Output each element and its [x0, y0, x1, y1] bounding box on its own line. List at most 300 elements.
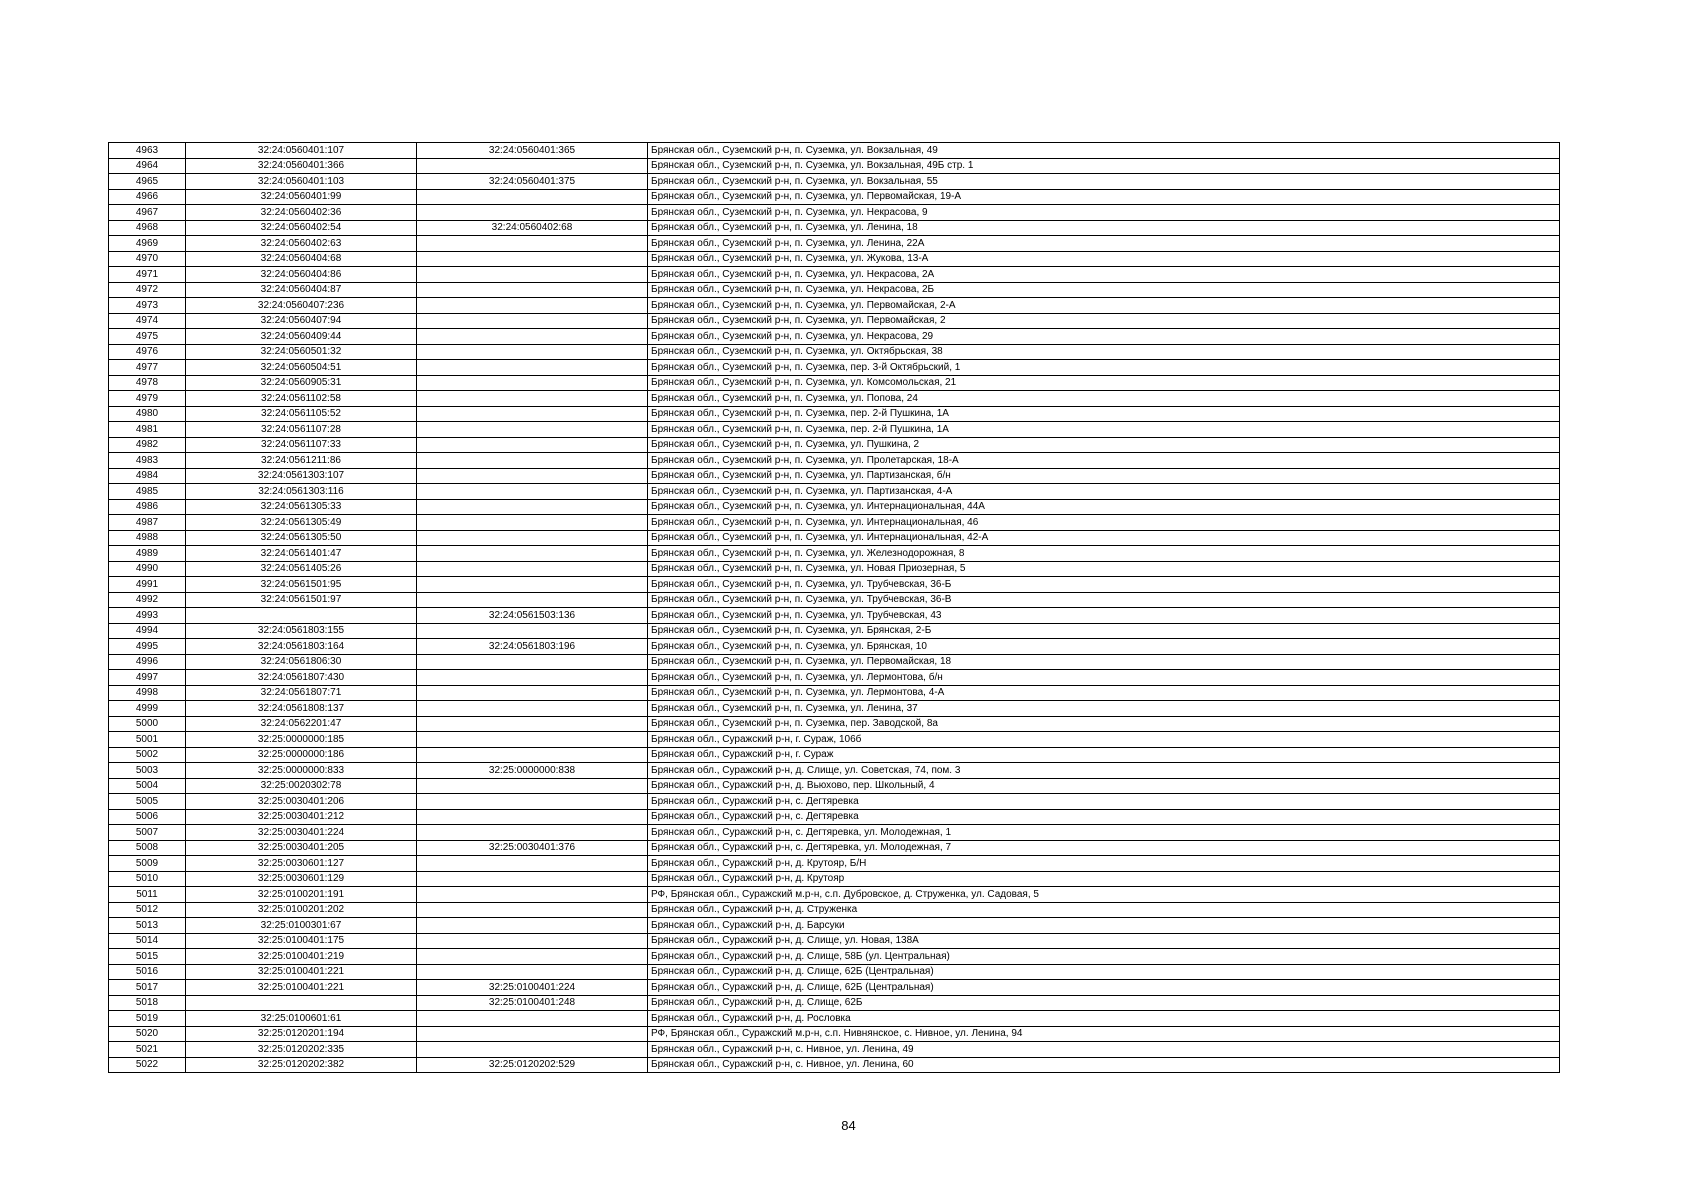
- related-cadastral-number-cell: 32:25:0000000:838: [417, 763, 648, 779]
- table-row: [109, 716, 1560, 732]
- table-row: [109, 453, 1560, 469]
- cadastral-number-cell: 32:24:0561102:58: [186, 391, 417, 407]
- row-number-cell: 5011: [109, 887, 186, 903]
- cadastral-number-cell: 32:25:0100401:175: [186, 933, 417, 949]
- related-cadastral-number-cell: 32:25:0030401:376: [417, 840, 648, 856]
- address-cell: Брянская обл., Суражский р-н, г. Сураж, 106б: [648, 732, 1560, 748]
- address-cell: Брянская обл., Суражский р-н, д. Слище, ул. Новая, 138А: [648, 933, 1560, 949]
- related-cadastral-number-cell: [417, 577, 648, 593]
- table-row: [109, 1026, 1560, 1042]
- address-cell: Брянская обл., Суражский р-н, д. Слище, 62Б (Центральная): [648, 980, 1560, 996]
- row-number-cell: 4991: [109, 577, 186, 593]
- address-cell: Брянская обл., Суземский р-н, п. Суземка, ул. Некрасова, 9: [648, 205, 1560, 221]
- cadastral-number-cell: 32:24:0561107:28: [186, 422, 417, 438]
- table-body: [109, 143, 1560, 1073]
- cadastral-number-cell: 32:24:0561305:33: [186, 499, 417, 515]
- address-cell: Брянская обл., Суземский р-н, п. Суземка, ул. Железнодорожная, 8: [648, 546, 1560, 562]
- address-cell: Брянская обл., Суражский р-н, г. Сураж: [648, 747, 1560, 763]
- row-number-cell: 5012: [109, 902, 186, 918]
- address-cell: Брянская обл., Суземский р-н, п. Суземка, ул. Партизанская, 4-А: [648, 484, 1560, 500]
- address-cell: Брянская обл., Суземский р-н, п. Суземка, ул. Октябрьская, 38: [648, 344, 1560, 360]
- address-cell: РФ, Брянская обл., Суражский м.р-н, с.п. Нивнянское, с. Нивное, ул. Ленина, 94: [648, 1026, 1560, 1042]
- table-row: [109, 887, 1560, 903]
- related-cadastral-number-cell: [417, 747, 648, 763]
- related-cadastral-number-cell: [417, 1011, 648, 1027]
- address-cell: Брянская обл., Суземский р-н, п. Суземка, ул. Первомайская, 18: [648, 654, 1560, 670]
- address-cell: Брянская обл., Суземский р-н, п. Суземка, пер. 2-й Пушкина, 1А: [648, 406, 1560, 422]
- table-row: [109, 623, 1560, 639]
- table-row: [109, 530, 1560, 546]
- row-number-cell: 5010: [109, 871, 186, 887]
- address-cell: Брянская обл., Суземский р-н, п. Суземка, пер. Заводской, 8а: [648, 716, 1560, 732]
- cadastral-number-cell: 32:24:0560409:44: [186, 329, 417, 345]
- related-cadastral-number-cell: [417, 298, 648, 314]
- row-number-cell: 4974: [109, 313, 186, 329]
- address-cell: Брянская обл., Суземский р-н, п. Суземка, ул. Некрасова, 2А: [648, 267, 1560, 283]
- table-row: [109, 468, 1560, 484]
- table-row: [109, 251, 1560, 267]
- cadastral-number-cell: 32:24:0561808:137: [186, 701, 417, 717]
- row-number-cell: 4999: [109, 701, 186, 717]
- cadastral-number-cell: 32:25:0030401:224: [186, 825, 417, 841]
- table-row: [109, 546, 1560, 562]
- row-number-cell: 4977: [109, 360, 186, 376]
- table-row: [109, 282, 1560, 298]
- table-row: [109, 732, 1560, 748]
- row-number-cell: 4998: [109, 685, 186, 701]
- address-cell: Брянская обл., Суражский р-н, д. Рословка: [648, 1011, 1560, 1027]
- related-cadastral-number-cell: [417, 794, 648, 810]
- table-row: [109, 391, 1560, 407]
- related-cadastral-number-cell: [417, 360, 648, 376]
- row-number-cell: 4988: [109, 530, 186, 546]
- row-number-cell: 5022: [109, 1057, 186, 1073]
- address-cell: Брянская обл., Суземский р-н, п. Суземка, ул. Некрасова, 2Б: [648, 282, 1560, 298]
- cadastral-number-cell: 32:25:0120202:382: [186, 1057, 417, 1073]
- address-cell: Брянская обл., Суражский р-н, д. Слище, 62Б: [648, 995, 1560, 1011]
- related-cadastral-number-cell: [417, 670, 648, 686]
- cadastral-number-cell: 32:25:0030401:206: [186, 794, 417, 810]
- row-number-cell: 5021: [109, 1042, 186, 1058]
- related-cadastral-number-cell: [417, 809, 648, 825]
- related-cadastral-number-cell: [417, 329, 648, 345]
- address-cell: Брянская обл., Суражский р-н, с. Нивное, ул. Ленина, 49: [648, 1042, 1560, 1058]
- cadastral-number-cell: 32:24:0560407:236: [186, 298, 417, 314]
- address-cell: Брянская обл., Суземский р-н, п. Суземка, ул. Новая Приозерная, 5: [648, 561, 1560, 577]
- row-number-cell: 4983: [109, 453, 186, 469]
- row-number-cell: 4972: [109, 282, 186, 298]
- related-cadastral-number-cell: [417, 189, 648, 205]
- related-cadastral-number-cell: [417, 437, 648, 453]
- row-number-cell: 5016: [109, 964, 186, 980]
- related-cadastral-number-cell: [417, 344, 648, 360]
- cadastral-number-cell: 32:24:0561105:52: [186, 406, 417, 422]
- address-cell: Брянская обл., Суземский р-н, п. Суземка, ул. Лермонтова, б/н: [648, 670, 1560, 686]
- row-number-cell: 4985: [109, 484, 186, 500]
- related-cadastral-number-cell: [417, 1026, 648, 1042]
- row-number-cell: 4978: [109, 375, 186, 391]
- related-cadastral-number-cell: 32:25:0100401:248: [417, 995, 648, 1011]
- address-cell: Брянская обл., Суражский р-н, с. Дегтяревка: [648, 809, 1560, 825]
- table-row: [109, 856, 1560, 872]
- cadastral-number-cell: 32:25:0100401:221: [186, 964, 417, 980]
- address-cell: РФ, Брянская обл., Суражский м.р-н, с.п. Дубровское, д. Струженка, ул. Садовая, 5: [648, 887, 1560, 903]
- table-row: [109, 143, 1560, 159]
- address-cell: Брянская обл., Суземский р-н, п. Суземка, ул. Жукова, 13-А: [648, 251, 1560, 267]
- table-row: [109, 980, 1560, 996]
- table-row: [109, 484, 1560, 500]
- table-row: [109, 840, 1560, 856]
- related-cadastral-number-cell: [417, 623, 648, 639]
- row-number-cell: 5004: [109, 778, 186, 794]
- address-cell: Брянская обл., Суражский р-н, д. Слище, ул. Советская, 74, пом. 3: [648, 763, 1560, 779]
- related-cadastral-number-cell: 32:25:0100401:224: [417, 980, 648, 996]
- table-row: [109, 174, 1560, 190]
- related-cadastral-number-cell: [417, 313, 648, 329]
- cadastral-number-cell: 32:24:0561211:86: [186, 453, 417, 469]
- row-number-cell: 4965: [109, 174, 186, 190]
- address-cell: Брянская обл., Суземский р-н, п. Суземка, ул. Некрасова, 29: [648, 329, 1560, 345]
- row-number-cell: 4967: [109, 205, 186, 221]
- related-cadastral-number-cell: [417, 515, 648, 531]
- related-cadastral-number-cell: [417, 468, 648, 484]
- table-row: [109, 701, 1560, 717]
- row-number-cell: 4970: [109, 251, 186, 267]
- table-row: [109, 561, 1560, 577]
- related-cadastral-number-cell: 32:24:0561503:136: [417, 608, 648, 624]
- row-number-cell: 4975: [109, 329, 186, 345]
- address-cell: Брянская обл., Суражский р-н, с. Дегтяревка: [648, 794, 1560, 810]
- table-row: [109, 437, 1560, 453]
- cadastral-number-cell: 32:25:0100301:67: [186, 918, 417, 934]
- related-cadastral-number-cell: [417, 701, 648, 717]
- cadastral-number-cell: 32:25:0100601:61: [186, 1011, 417, 1027]
- address-cell: Брянская обл., Суражский р-н, д. Крутояр: [648, 871, 1560, 887]
- address-cell: Брянская обл., Суземский р-н, п. Суземка, ул. Попова, 24: [648, 391, 1560, 407]
- address-cell: Брянская обл., Суражский р-н, д. Вьюхово, пер. Школьный, 4: [648, 778, 1560, 794]
- related-cadastral-number-cell: [417, 918, 648, 934]
- row-number-cell: 4966: [109, 189, 186, 205]
- table-row: [109, 918, 1560, 934]
- related-cadastral-number-cell: [417, 499, 648, 515]
- table-row: [109, 360, 1560, 376]
- related-cadastral-number-cell: [417, 716, 648, 732]
- cadastral-number-cell: 32:24:0561401:47: [186, 546, 417, 562]
- row-number-cell: 5015: [109, 949, 186, 965]
- address-cell: Брянская обл., Суземский р-н, п. Суземка, ул. Пушкина, 2: [648, 437, 1560, 453]
- related-cadastral-number-cell: [417, 406, 648, 422]
- row-number-cell: 5013: [109, 918, 186, 934]
- cadastral-number-cell: 32:24:0560401:103: [186, 174, 417, 190]
- table-row: [109, 499, 1560, 515]
- row-number-cell: 4989: [109, 546, 186, 562]
- table-row: [109, 406, 1560, 422]
- row-number-cell: 4979: [109, 391, 186, 407]
- table-row: [109, 825, 1560, 841]
- related-cadastral-number-cell: 32:25:0120202:529: [417, 1057, 648, 1073]
- row-number-cell: 4994: [109, 623, 186, 639]
- cadastral-number-cell: 32:24:0560407:94: [186, 313, 417, 329]
- related-cadastral-number-cell: [417, 871, 648, 887]
- table-row: [109, 1042, 1560, 1058]
- table-row: [109, 654, 1560, 670]
- address-cell: Брянская обл., Суземский р-н, п. Суземка, ул. Ленина, 37: [648, 701, 1560, 717]
- related-cadastral-number-cell: [417, 654, 648, 670]
- table-row: [109, 685, 1560, 701]
- row-number-cell: 4976: [109, 344, 186, 360]
- address-cell: Брянская обл., Суземский р-н, п. Суземка, ул. Первомайская, 19-А: [648, 189, 1560, 205]
- table-row: [109, 794, 1560, 810]
- row-number-cell: 4995: [109, 639, 186, 655]
- related-cadastral-number-cell: [417, 902, 648, 918]
- related-cadastral-number-cell: [417, 375, 648, 391]
- related-cadastral-number-cell: [417, 778, 648, 794]
- address-cell: Брянская обл., Суземский р-н, п. Суземка, ул. Вокзальная, 49: [648, 143, 1560, 159]
- row-number-cell: 5003: [109, 763, 186, 779]
- address-cell: Брянская обл., Суземский р-н, п. Суземка, ул. Интернациональная, 42-А: [648, 530, 1560, 546]
- row-number-cell: 4987: [109, 515, 186, 531]
- cadastral-number-cell: 32:25:0120202:335: [186, 1042, 417, 1058]
- cadastral-number-cell: 32:25:0100401:219: [186, 949, 417, 965]
- cadastral-number-cell: 32:24:0561303:116: [186, 484, 417, 500]
- related-cadastral-number-cell: [417, 685, 648, 701]
- cadastral-number-cell: 32:24:0560404:87: [186, 282, 417, 298]
- cadastral-number-cell: [186, 608, 417, 624]
- related-cadastral-number-cell: [417, 267, 648, 283]
- row-number-cell: 4990: [109, 561, 186, 577]
- cadastral-number-cell: 32:24:0561501:95: [186, 577, 417, 593]
- related-cadastral-number-cell: [417, 592, 648, 608]
- cadastral-number-cell: 32:24:0560404:68: [186, 251, 417, 267]
- row-number-cell: 4986: [109, 499, 186, 515]
- address-cell: Брянская обл., Суземский р-н, п. Суземка, ул. Трубчевская, 36-В: [648, 592, 1560, 608]
- table-row: [109, 344, 1560, 360]
- cadastral-number-cell: 32:25:0030401:205: [186, 840, 417, 856]
- row-number-cell: 4963: [109, 143, 186, 159]
- related-cadastral-number-cell: [417, 933, 648, 949]
- row-number-cell: 5005: [109, 794, 186, 810]
- table-row: [109, 158, 1560, 174]
- row-number-cell: 5017: [109, 980, 186, 996]
- related-cadastral-number-cell: [417, 282, 648, 298]
- related-cadastral-number-cell: [417, 158, 648, 174]
- table-row: [109, 608, 1560, 624]
- table-row: [109, 375, 1560, 391]
- cadastral-number-cell: 32:25:0000000:833: [186, 763, 417, 779]
- row-number-cell: 5009: [109, 856, 186, 872]
- row-number-cell: 4992: [109, 592, 186, 608]
- cadastral-number-cell: 32:24:0560402:36: [186, 205, 417, 221]
- table-row: [109, 747, 1560, 763]
- address-cell: Брянская обл., Суземский р-н, п. Суземка, ул. Пролетарская, 18-А: [648, 453, 1560, 469]
- address-cell: Брянская обл., Суражский р-н, с. Дегтяревка, ул. Молодежная, 7: [648, 840, 1560, 856]
- row-number-cell: 5006: [109, 809, 186, 825]
- row-number-cell: 4968: [109, 220, 186, 236]
- address-cell: Брянская обл., Суземский р-н, п. Суземка, ул. Вокзальная, 49Б стр. 1: [648, 158, 1560, 174]
- row-number-cell: 4971: [109, 267, 186, 283]
- table-row: [109, 1011, 1560, 1027]
- table-row: [109, 313, 1560, 329]
- address-cell: Брянская обл., Суземский р-н, п. Суземка, ул. Интернациональная, 46: [648, 515, 1560, 531]
- related-cadastral-number-cell: [417, 732, 648, 748]
- address-cell: Брянская обл., Суземский р-н, п. Суземка, ул. Трубчевская, 43: [648, 608, 1560, 624]
- row-number-cell: 5008: [109, 840, 186, 856]
- cadastral-number-cell: 32:25:0120201:194: [186, 1026, 417, 1042]
- related-cadastral-number-cell: 32:24:0561803:196: [417, 639, 648, 655]
- related-cadastral-number-cell: 32:24:0560401:365: [417, 143, 648, 159]
- table-row: [109, 933, 1560, 949]
- table-row: [109, 778, 1560, 794]
- related-cadastral-number-cell: [417, 546, 648, 562]
- table-row: [109, 592, 1560, 608]
- table-row: [109, 205, 1560, 221]
- row-number-cell: 5000: [109, 716, 186, 732]
- related-cadastral-number-cell: [417, 251, 648, 267]
- cadastral-number-cell: 32:25:0030601:127: [186, 856, 417, 872]
- cadastral-number-cell: 32:24:0560504:51: [186, 360, 417, 376]
- related-cadastral-number-cell: 32:24:0560402:68: [417, 220, 648, 236]
- related-cadastral-number-cell: [417, 530, 648, 546]
- page-number: 84: [841, 1118, 856, 1133]
- address-cell: Брянская обл., Суражский р-н, д. Струженка: [648, 902, 1560, 918]
- related-cadastral-number-cell: [417, 825, 648, 841]
- cadastral-number-cell: 32:25:0030401:212: [186, 809, 417, 825]
- address-cell: Брянская обл., Суземский р-н, п. Суземка, ул. Трубчевская, 36-Б: [648, 577, 1560, 593]
- cadastral-number-cell: 32:24:0560404:86: [186, 267, 417, 283]
- related-cadastral-number-cell: [417, 453, 648, 469]
- cadastral-number-cell: 32:25:0100201:202: [186, 902, 417, 918]
- address-cell: Брянская обл., Суземский р-н, п. Суземка, ул. Брянская, 10: [648, 639, 1560, 655]
- cadastral-number-cell: 32:25:0100401:221: [186, 980, 417, 996]
- cadastral-number-cell: 32:24:0561305:50: [186, 530, 417, 546]
- row-number-cell: 5014: [109, 933, 186, 949]
- related-cadastral-number-cell: [417, 1042, 648, 1058]
- table-row: [109, 902, 1560, 918]
- address-cell: Брянская обл., Суземский р-н, п. Суземка, пер. 3-й Октябрьский, 1: [648, 360, 1560, 376]
- table-row: [109, 515, 1560, 531]
- table-row: [109, 577, 1560, 593]
- address-cell: Брянская обл., Суражский р-н, д. Крутояр, Б/Н: [648, 856, 1560, 872]
- row-number-cell: 5002: [109, 747, 186, 763]
- cadastral-number-cell: 32:25:0020302:78: [186, 778, 417, 794]
- cadastral-number-cell: 32:25:0000000:185: [186, 732, 417, 748]
- table-row: [109, 995, 1560, 1011]
- cadastral-number-cell: 32:25:0100201:191: [186, 887, 417, 903]
- table-row: [109, 964, 1560, 980]
- table-row: [109, 236, 1560, 252]
- cadastral-number-cell: 32:24:0560401:366: [186, 158, 417, 174]
- cadastral-number-cell: 32:24:0561501:97: [186, 592, 417, 608]
- registry-table: [108, 142, 1560, 1073]
- table-row: [109, 639, 1560, 655]
- cadastral-number-cell: 32:24:0561303:107: [186, 468, 417, 484]
- address-cell: Брянская обл., Суражский р-н, д. Слище, 58Б (ул. Центральная): [648, 949, 1560, 965]
- cadastral-number-cell: 32:24:0560401:107: [186, 143, 417, 159]
- table-row: [109, 809, 1560, 825]
- row-number-cell: 5001: [109, 732, 186, 748]
- cadastral-number-cell: 32:25:0030601:129: [186, 871, 417, 887]
- table-row: [109, 267, 1560, 283]
- row-number-cell: 5007: [109, 825, 186, 841]
- row-number-cell: 5020: [109, 1026, 186, 1042]
- cadastral-number-cell: 32:24:0561305:49: [186, 515, 417, 531]
- table-row: [109, 189, 1560, 205]
- related-cadastral-number-cell: [417, 391, 648, 407]
- cadastral-number-cell: 32:24:0561405:26: [186, 561, 417, 577]
- table-row: [109, 220, 1560, 236]
- row-number-cell: 4964: [109, 158, 186, 174]
- cadastral-number-cell: 32:24:0560402:54: [186, 220, 417, 236]
- related-cadastral-number-cell: [417, 949, 648, 965]
- address-cell: Брянская обл., Суземский р-н, п. Суземка, ул. Первомайская, 2-А: [648, 298, 1560, 314]
- row-number-cell: 5019: [109, 1011, 186, 1027]
- address-cell: Брянская обл., Суземский р-н, п. Суземка, ул. Ленина, 18: [648, 220, 1560, 236]
- cadastral-number-cell: 32:24:0560401:99: [186, 189, 417, 205]
- address-cell: Брянская обл., Суземский р-н, п. Суземка, ул. Партизанская, б/н: [648, 468, 1560, 484]
- cadastral-number-cell: 32:24:0561803:155: [186, 623, 417, 639]
- table-row: [109, 670, 1560, 686]
- related-cadastral-number-cell: [417, 422, 648, 438]
- related-cadastral-number-cell: [417, 236, 648, 252]
- related-cadastral-number-cell: [417, 856, 648, 872]
- related-cadastral-number-cell: [417, 964, 648, 980]
- cadastral-number-cell: 32:24:0561806:30: [186, 654, 417, 670]
- cadastral-number-cell: 32:24:0561807:430: [186, 670, 417, 686]
- address-cell: Брянская обл., Суземский р-н, п. Суземка, пер. 2-й Пушкина, 1А: [648, 422, 1560, 438]
- table-row: [109, 422, 1560, 438]
- cadastral-number-cell: 32:25:0000000:186: [186, 747, 417, 763]
- address-cell: Брянская обл., Суземский р-н, п. Суземка, ул. Брянская, 2-Б: [648, 623, 1560, 639]
- row-number-cell: 4980: [109, 406, 186, 422]
- address-cell: Брянская обл., Суземский р-н, п. Суземка, ул. Вокзальная, 55: [648, 174, 1560, 190]
- related-cadastral-number-cell: 32:24:0560401:375: [417, 174, 648, 190]
- address-cell: Брянская обл., Суражский р-н, с. Нивное, ул. Ленина, 60: [648, 1057, 1560, 1073]
- table-row: [109, 298, 1560, 314]
- table-row: [109, 763, 1560, 779]
- table-row: [109, 1057, 1560, 1073]
- table-row: [109, 871, 1560, 887]
- cadastral-number-cell: 32:24:0561807:71: [186, 685, 417, 701]
- row-number-cell: 4993: [109, 608, 186, 624]
- cadastral-number-cell: 32:24:0560905:31: [186, 375, 417, 391]
- table-row: [109, 329, 1560, 345]
- row-number-cell: 4973: [109, 298, 186, 314]
- address-cell: Брянская обл., Суражский р-н, д. Слище, 62Б (Центральная): [648, 964, 1560, 980]
- cadastral-number-cell: 32:24:0562201:47: [186, 716, 417, 732]
- cadastral-number-cell: 32:24:0560402:63: [186, 236, 417, 252]
- row-number-cell: 4981: [109, 422, 186, 438]
- related-cadastral-number-cell: [417, 561, 648, 577]
- cadastral-number-cell: 32:24:0560501:32: [186, 344, 417, 360]
- row-number-cell: 4996: [109, 654, 186, 670]
- address-cell: Брянская обл., Суземский р-н, п. Суземка, ул. Комсомольская, 21: [648, 375, 1560, 391]
- address-cell: Брянская обл., Суземский р-н, п. Суземка, ул. Интернациональная, 44А: [648, 499, 1560, 515]
- row-number-cell: 4984: [109, 468, 186, 484]
- row-number-cell: 4969: [109, 236, 186, 252]
- related-cadastral-number-cell: [417, 205, 648, 221]
- cadastral-number-cell: [186, 995, 417, 1011]
- address-cell: Брянская обл., Суражский р-н, с. Дегтяревка, ул. Молодежная, 1: [648, 825, 1560, 841]
- related-cadastral-number-cell: [417, 887, 648, 903]
- related-cadastral-number-cell: [417, 484, 648, 500]
- address-cell: Брянская обл., Суземский р-н, п. Суземка, ул. Первомайская, 2: [648, 313, 1560, 329]
- cadastral-number-cell: 32:24:0561107:33: [186, 437, 417, 453]
- row-number-cell: 4997: [109, 670, 186, 686]
- row-number-cell: 4982: [109, 437, 186, 453]
- address-cell: Брянская обл., Суземский р-н, п. Суземка, ул. Лермонтова, 4-А: [648, 685, 1560, 701]
- row-number-cell: 5018: [109, 995, 186, 1011]
- address-cell: Брянская обл., Суражский р-н, д. Барсуки: [648, 918, 1560, 934]
